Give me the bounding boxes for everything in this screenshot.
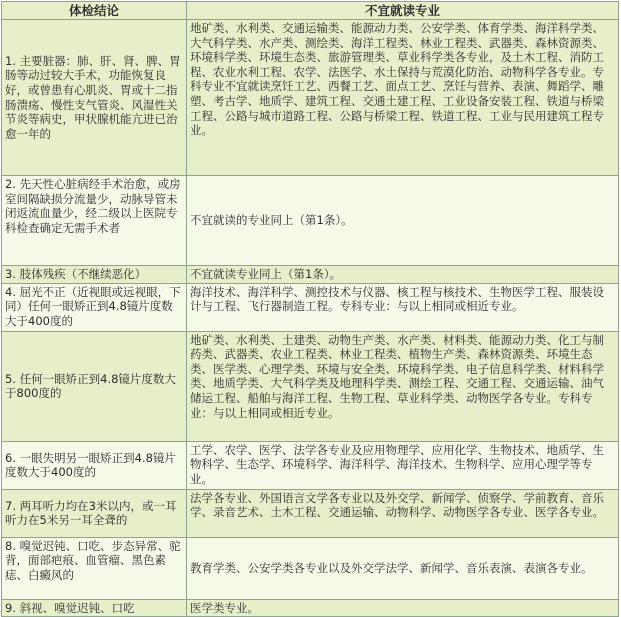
- row-condition: 5. 任何一眼矫正到4.8镜片度数大于800度的: [2, 331, 187, 441]
- table-row: [2, 489, 619, 537]
- table-header-row: [2, 2, 619, 20]
- table-row: [2, 283, 619, 331]
- row-condition: 9. 斜视、嗅觉迟钝、口吃: [2, 599, 187, 617]
- table-row: [2, 599, 619, 617]
- exam-standards-table: [1, 1, 619, 617]
- row-condition: 7. 两耳听力均在3米以内，或一耳听力在5米另一耳全聋的: [2, 489, 187, 537]
- header-unsuitable-majors: 不宜就读专业: [187, 2, 619, 20]
- row-majors: 地矿类、水利类、土建类、动物生产类、水产类、材料类、能源动力类、化工与制药类、武器类、农业工程类、林业工程类、植物生产类、森林资源类、环境生态类、医学类、心理学类、环境与安全类、环境科学类、电子信息科学类、材料科学类、地质学类、大气科学类及地理科学类、测绘工程、交通工程、交通运输、油气储运工程、船舶与海洋工程、生物工程、草业科学类、动物医学各专业。专科专业：与以上相同或相近专业。: [187, 331, 619, 441]
- table-row: [2, 266, 619, 284]
- row-condition: 1. 主要脏器：肺、肝、肾、脾、胃肠等动过较大手术，功能恢复良好，或曾患有心肌炎、胃或十二指肠溃疡、慢性支气管炎、风湿性关节炎等病史，甲状腺机能亢进已治愈一年的: [2, 20, 187, 176]
- row-majors: 教育学类、公安学类各专业以及外交学法学、新闻学、音乐表演、表演各专业。: [187, 537, 619, 599]
- row-condition: 6. 一眼失明另一眼矫正到4.8镜片度数大于400度的: [2, 441, 187, 489]
- row-condition: 4. 屈光不正（近视眼或远视眼，下同）任何一眼矫正到4.8镜片度数大于400度的: [2, 283, 187, 331]
- row-condition: 2. 先天性心脏病经手术治愈，或房室间隔缺损分流量少，动脉导管未闭返流血量少，经二级以上医院专科检查确定无需手术者: [2, 176, 187, 266]
- table-row: [2, 331, 619, 441]
- row-condition: 3. 肢体残疾（不继续恶化）: [2, 266, 187, 284]
- table-row: [2, 20, 619, 176]
- table-row: [2, 441, 619, 489]
- table-row: [2, 176, 619, 266]
- table-row: [2, 537, 619, 599]
- row-condition: 8. 嗅觉迟钝、口吃、步态异常、驼背，面部疤痕、血管瘤、黑色素痣、白癜风的: [2, 537, 187, 599]
- row-majors: 工学、农学、医学、法学各专业及应用物理学、应用化学、生物技术、地质学、生物科学、生态学、环境科学、海洋科学、海洋技术、生物科学、应用心理学等专业。: [187, 441, 619, 489]
- row-majors: 地矿类、水利类、交通运输类、能源动力类、公安学类、体育学类、海洋科学类、大气科学类、水产类、测绘类、海洋工程类、林业工程类、武器类、森林资源类、环境科学类、环境生态类、旅游管理类、草业科学类各专业，及土木工程、消防工程、农业水利工程、农学、法医学、水土保持与荒漠化防治、动物科学各专业。专科专业不宜就读烹饪工艺、西餐工艺、面点工艺、烹饪与营养、表演、舞蹈学、雕塑、考古学、地质学、建筑工程、交通土建工程、工业设备安装工程、铁道与桥梁工程、公路与城市道路工程、公路与桥梁工程、铁道工程、工业与民用建筑工程专业。: [187, 20, 619, 176]
- header-exam-conclusion: 体检结论: [2, 2, 187, 20]
- row-majors: 不宜就读的专业同上（第1条）。: [187, 176, 619, 266]
- row-majors: 医学类专业。: [187, 599, 619, 617]
- row-majors: 海洋技术、海洋科学、测控技术与仪器、核工程与核技术、生物医学工程、服装设计与工程、飞行器制造工程。专科专业：与以上相同或相近专业。: [187, 283, 619, 331]
- row-majors: 法学各专业、外国语言文学各专业以及外交学、新闻学、侦察学、学前教育、音乐学、录音艺术、土木工程、交通运输、动物科学、动物医学各专业、医学各专业。: [187, 489, 619, 537]
- row-majors: 不宜就读专业同上（第1条）。: [187, 266, 619, 284]
